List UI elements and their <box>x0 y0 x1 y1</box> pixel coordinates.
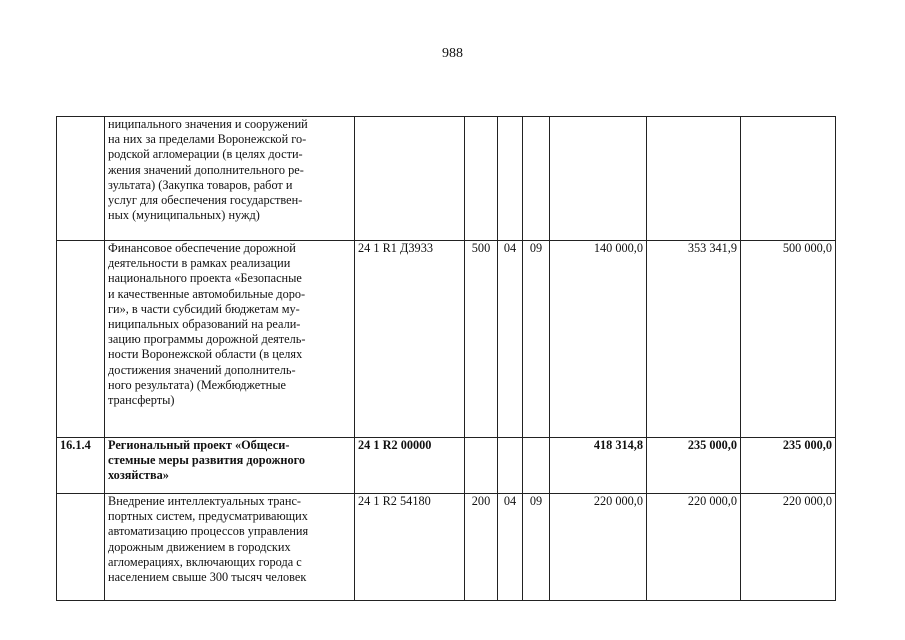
row-code: 24 1 R2 00000 <box>355 438 465 494</box>
row-rz: 04 <box>498 494 523 601</box>
row-pr: 09 <box>523 494 550 601</box>
row-year2: 220 000,0 <box>647 494 741 601</box>
row-rz <box>498 117 523 241</box>
row-index <box>57 494 105 601</box>
row-year1: 140 000,0 <box>550 241 647 438</box>
table-row <box>57 241 836 438</box>
row-pr <box>523 438 550 494</box>
row-code <box>355 117 465 241</box>
row-rz <box>498 438 523 494</box>
table-row <box>57 117 836 241</box>
row-pr <box>523 117 550 241</box>
row-vr <box>465 117 498 241</box>
row-year3 <box>741 117 836 241</box>
row-year2: 235 000,0 <box>647 438 741 494</box>
row-vr: 200 <box>465 494 498 601</box>
row-year1: 418 314,8 <box>550 438 647 494</box>
row-year3: 235 000,0 <box>741 438 836 494</box>
page-number: 988 <box>442 46 463 61</box>
row-year1 <box>550 117 647 241</box>
row-description: ниципального значения и сооружений на них за пределами Воронежской го- родской агломерации (в целях дости- жения значений дополнительного ре- зультата) (Закупка товаров, работ и услуг для обеспечения государствен- ных (муниципальных) нужд) <box>105 117 355 241</box>
row-description: Внедрение интеллектуальных транс- портных систем, предусматривающих автоматизацию процессов управления дорожным движением в городских агломерациях, включающих города с населением свыше 300 тысяч человек <box>105 494 355 601</box>
table-row <box>57 494 836 601</box>
row-vr <box>465 438 498 494</box>
row-year1: 220 000,0 <box>550 494 647 601</box>
row-year2 <box>647 117 741 241</box>
row-code: 24 1 R1 Д3933 <box>355 241 465 438</box>
row-year3: 220 000,0 <box>741 494 836 601</box>
row-vr: 500 <box>465 241 498 438</box>
row-rz: 04 <box>498 241 523 438</box>
row-year2: 353 341,9 <box>647 241 741 438</box>
row-description: Финансовое обеспечение дорожной деятельности в рамках реализации национального проекта «Безопасные и качественные автомобильные доро- ги», в части субсидий бюджетам му- ниципальных образований на реали- зацию программы дорожной деятель- ности Воронежской области (в целях достижения значений дополнитель- ного результата) (Межбюджетные трансферты) <box>105 241 355 438</box>
row-description: Региональный проект «Общеси- стемные меры развития дорожного хозяйства» <box>105 438 355 494</box>
row-year3: 500 000,0 <box>741 241 836 438</box>
row-code: 24 1 R2 54180 <box>355 494 465 601</box>
table-row-section <box>57 438 836 494</box>
row-pr: 09 <box>523 241 550 438</box>
row-index <box>57 117 105 241</box>
row-index <box>57 241 105 438</box>
budget-table <box>56 116 836 601</box>
row-index: 16.1.4 <box>57 438 105 494</box>
